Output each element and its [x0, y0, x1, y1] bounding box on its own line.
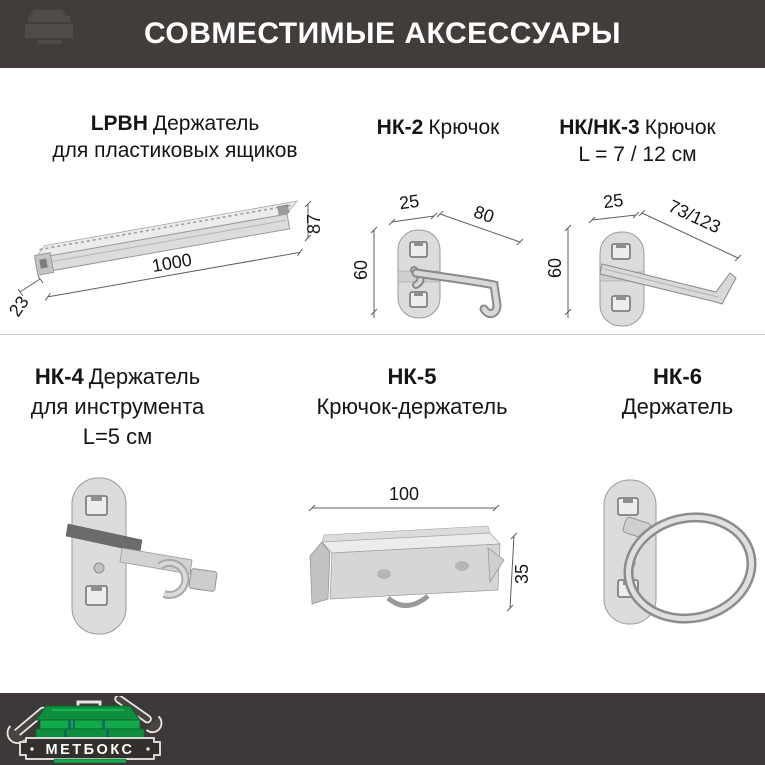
- dim-label-height: 60: [545, 257, 565, 278]
- brand-badge: [20, 738, 160, 763]
- product-name: Крючок: [644, 116, 716, 139]
- product-subtitle: Держатель: [621, 394, 734, 419]
- hk3-hook-drawing: [545, 178, 765, 324]
- dim-label-length: 100: [388, 484, 420, 504]
- badge-dot-right: [146, 747, 149, 750]
- toolbox-icon: [36, 702, 144, 738]
- dim-label-length: 73/123: [665, 195, 724, 238]
- faint-brand-emblem-icon: [22, 6, 76, 48]
- product-title-hk4: [0, 362, 235, 452]
- product-title-hk6: [580, 362, 765, 422]
- product-code: НК-5: [387, 364, 437, 389]
- product-code: НК-4: [34, 364, 84, 389]
- product-name: Крючок: [428, 116, 500, 139]
- dim-label-top: 25: [602, 189, 625, 213]
- hk6-ring-holder-drawing: [572, 468, 765, 646]
- product-subtitle: Крючок-держатель: [316, 394, 508, 419]
- dim-label-length: 80: [471, 201, 497, 228]
- badge-dot-left: [30, 747, 33, 750]
- dim-label-top: 25: [397, 190, 421, 214]
- hk2-hook-drawing: [351, 178, 540, 324]
- brand-name: МЕТБОКС: [45, 742, 135, 758]
- hk4-holder-drawing: [42, 462, 237, 652]
- product-title-hk2: [358, 114, 518, 141]
- metbox-logo: [6, 696, 174, 763]
- section-divider: [0, 334, 765, 335]
- product-title-lpbh: [30, 110, 320, 164]
- dim-label-height: 60: [351, 259, 371, 280]
- hk5-holder-drawing: [292, 478, 532, 640]
- product-code: LPBH: [90, 112, 148, 135]
- product-code: НК-6: [653, 364, 702, 389]
- dim-label-height: 87: [304, 213, 324, 234]
- product-title-hk5: [272, 362, 552, 422]
- product-name: Держатель: [88, 364, 201, 389]
- product-title-hk3: [545, 114, 730, 168]
- product-length-note: L=5 см: [82, 424, 153, 449]
- lpbh-rail-drawing: [4, 178, 324, 328]
- product-subtitle: для пластиковых ящиков: [52, 139, 298, 162]
- page-title: СОВМЕСТИМЫЕ АКСЕССУАРЫ: [143, 17, 622, 50]
- product-length-note: L = 7 / 12 см: [578, 143, 697, 166]
- badge-green-bar: [54, 759, 126, 763]
- product-code: НК/НК-3: [559, 116, 640, 139]
- product-subtitle: для инструмента: [30, 394, 205, 419]
- dim-label-depth: 23: [4, 292, 33, 321]
- header-bar: [0, 0, 765, 68]
- dim-label-height: 35: [512, 563, 532, 584]
- product-code: НК-2: [376, 116, 424, 139]
- dim-label-length: 1000: [150, 249, 194, 277]
- product-name: Держатель: [152, 112, 260, 135]
